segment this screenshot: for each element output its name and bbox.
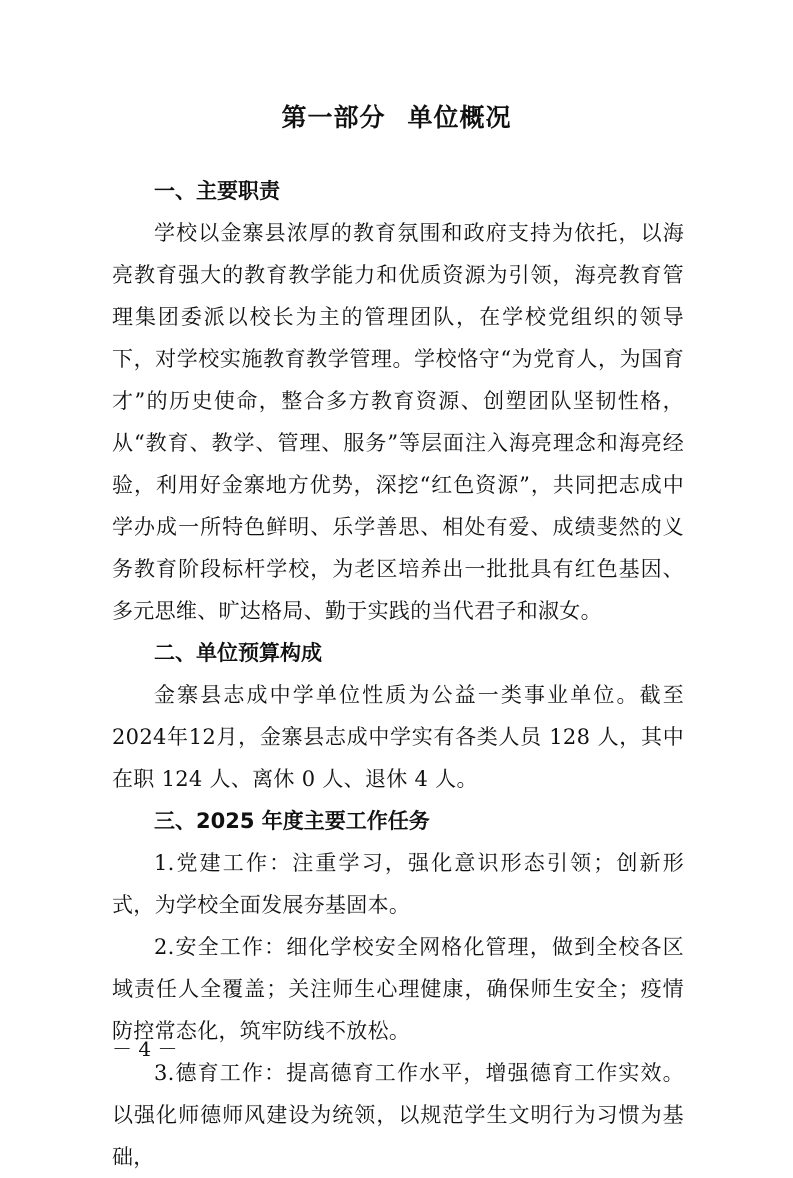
section-heading-main-duties: 一、主要职责 (154, 179, 280, 203)
paragraph-main-duties: 学校以金寨县浓厚的教育氛围和政府支持为依托，以海亮教育强大的教育教学能力和优质资源为引领，海亮教育管理集团委派以校长为主的管理团队，在学校党组织的领导下，对学校实施教育教学管理。学校恪守“为党育人，为国育才”的历史使命，整合多方教育资源、创塑团队坚韧性格，从“教育、教学、管理、服务”等层面注入海亮理念和海亮经验，利用好金寨地方优势，深挖“红色资源”，共同把志成中学办成一所特色鲜明、乐学善思、相处有爱、成绩斐然的义务教育阶段标杆学校，为老区培养出一批批具有红色基因、多元思维、旷达格局、勤于实践的当代君子和淑女。 (112, 221, 684, 623)
page-number: － 4 － (112, 1037, 178, 1061)
paragraph-safety-work: 2.安全工作：细化学校安全网格化管理，做到全校各区域责任人全覆盖；关注师生心理健康，确保师生安全；疫情防控常态化，筑牢防线不放松。 (112, 935, 684, 1043)
section-heading-budget-composition: 二、单位预算构成 (154, 641, 322, 665)
paragraph-party-building: 1.党建工作：注重学习，强化意识形态引领；创新形式，为学校全面发展夯基固本。 (112, 851, 684, 917)
page-title (0, 100, 793, 136)
page-title-part: 第一部分 (281, 103, 386, 132)
paragraph-moral-education: 3.德育工作：提高德育工作水平，增强德育工作实效。以强化师德师风建设为统领，以规范学生文明行为习惯为基础， (112, 1061, 684, 1169)
paragraph-budget-composition: 金寨县志成中学单位性质为公益一类事业单位。截至2024年12月，金寨县志成中学实有各类人员 128 人，其中在职 124 人、离休 0 人、退休 4 人。 (112, 683, 684, 791)
page-title-name: 单位概况 (407, 103, 512, 132)
document-body (112, 170, 684, 1178)
section-heading-annual-tasks: 三、2025 年度主要工作任务 (154, 809, 430, 833)
